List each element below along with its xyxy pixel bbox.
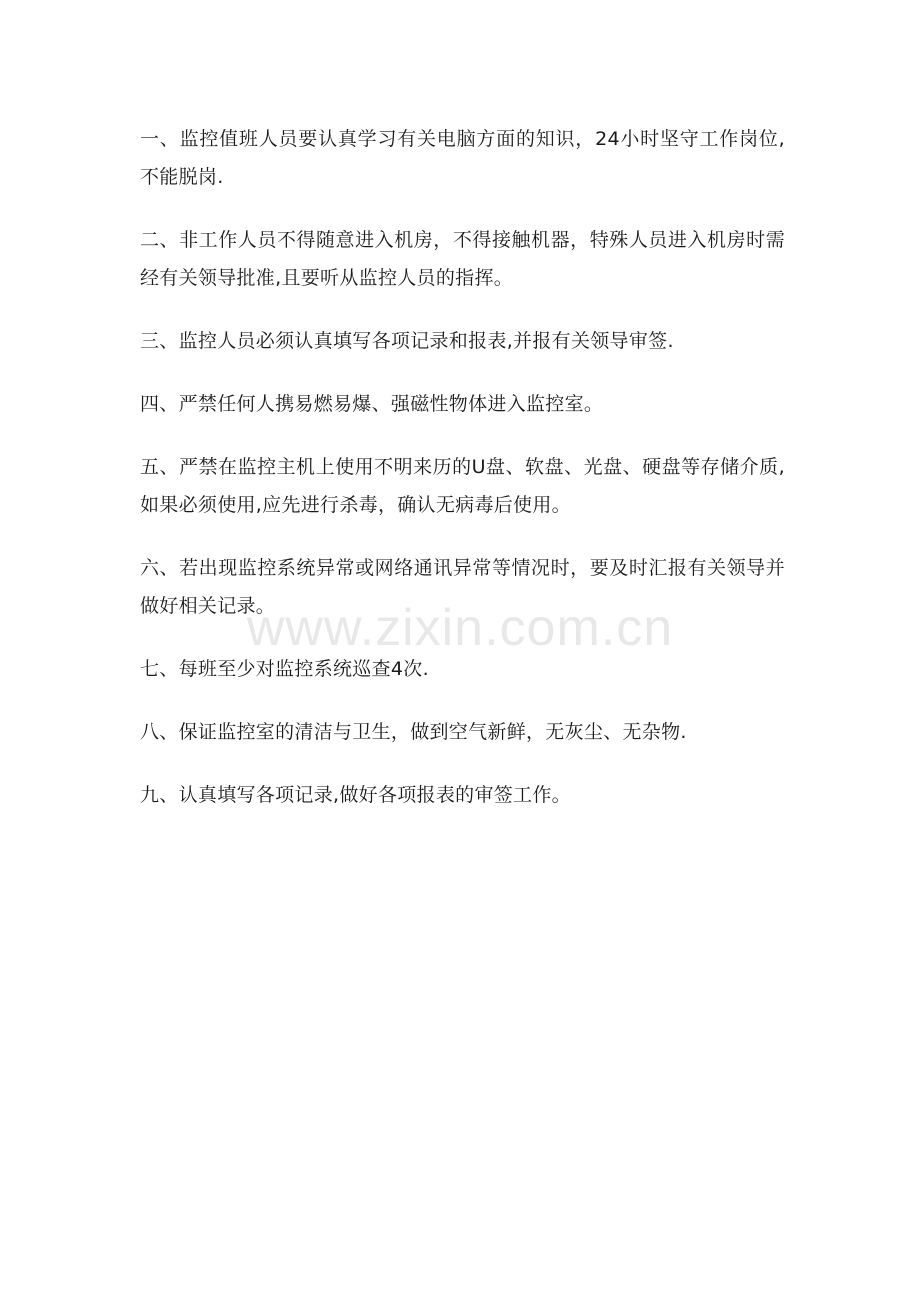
rule-item-3: 三、监控人员必须认真填写各项记录和报表,并报有关领导审签. <box>140 330 674 352</box>
rule-item-5: 五、严禁在监控主机上使用不明来历的U盘、软盘、光盘、硬盘等存储介质,如果必须使用,应先进行杀毒，确认无病毒后使用。 <box>140 456 785 516</box>
rule-item-2: 二、非工作人员不得随意进入机房，不得接触机器，特殊人员进入机房时需经有关领导批准,且要听从监控人员的指挥。 <box>140 229 785 289</box>
rules-list <box>140 120 785 839</box>
rule-item-9: 九、认真填写各项记录,做好各项报表的审签工作。 <box>140 784 571 806</box>
rule-item-7: 七、每班至少对监控系统巡查4次. <box>140 658 429 680</box>
rule-item-8: 八、保证监控室的清洁与卫生，做到空气新鲜，无灰尘、无杂物. <box>140 721 687 743</box>
watermark: www.zixin.com.cn <box>246 599 674 657</box>
rule-item-1: 一、监控值班人员要认真学习有关电脑方面的知识，24小时坚守工作岗位,不能脱岗. <box>140 128 785 188</box>
rule-item-4: 四、严禁任何人携易燃易爆、强磁性物体进入监控室。 <box>140 393 604 415</box>
rule-item-6: 六、若出现监控系统异常或网络通讯异常等情况时，要及时汇报有关领导并做好相关记录。 <box>140 557 785 617</box>
